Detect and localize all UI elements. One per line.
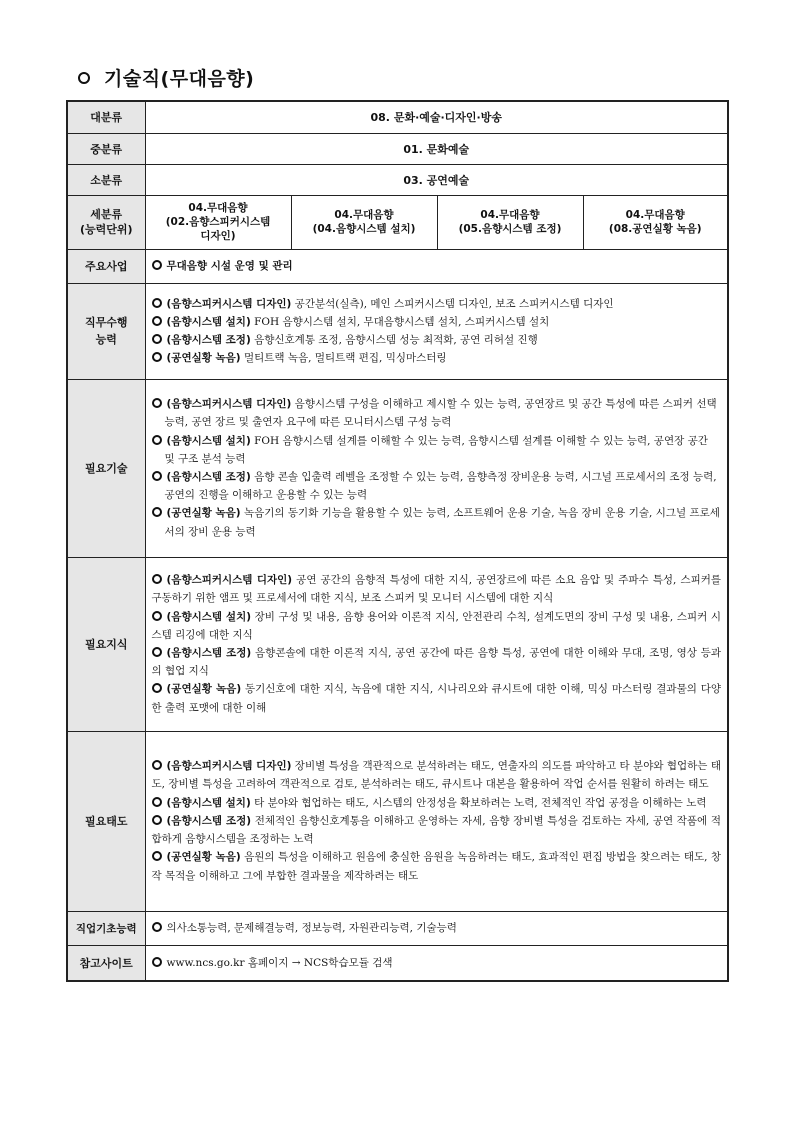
- circle-bullet-icon: [152, 471, 162, 481]
- label-major: 대분류: [67, 101, 145, 133]
- list-item: (음향시스템 설치) FOH 음향시스템 설치, 무대음향시스템 설치, 스피커시스템 설치: [152, 313, 722, 331]
- list-item: (음향시스템 조정) 음향신호계통 조정, 음향시스템 성능 최적화, 공연 리허설 진행: [152, 331, 722, 349]
- circle-bullet-icon: [152, 260, 162, 270]
- label-attitude: 필요태도: [67, 731, 145, 911]
- circle-bullet-icon: [152, 647, 162, 657]
- page-title: [78, 64, 254, 91]
- circle-bullet-icon: [152, 334, 162, 344]
- list-item: (음향스피커시스템 디자인) 음향시스템 구성을 이해하고 제시할 수 있는 능력, 공연장르 및 공간 특성에 따른 스피커 선택 능력, 공연 장르 및 출연자 요구에 따른 모니터시스템 구성 능력: [152, 395, 722, 431]
- job-description-table: [66, 100, 729, 982]
- row-skills: [67, 379, 728, 557]
- list-item: (음향시스템 설치) 타 분야와 협업하는 태도, 시스템의 안정성을 확보하려는 노력, 전체적인 작업 공정을 이해하는 노력: [152, 794, 722, 812]
- detail-unit-4: 04.무대음향 (08.공연실황 녹음): [583, 195, 728, 249]
- list-item: (음향스피커시스템 디자인) 공연 공간의 음향적 특성에 대한 지식, 공연장르에 따른 소요 음압 및 주파수 특성, 스피커를 구동하기 위한 앰프 및 프로세서에 대한 지식, 보조 스피커 및 모니터 시스템에 대한 지식: [151, 574, 722, 605]
- row-minor: [67, 164, 728, 195]
- list-item: (공연실황 녹음) 동기신호에 대한 지식, 녹음에 대한 지식, 시나리오와 큐시트에 대한 이해, 믹싱 마스터링 결과물의 다양한 출력 포맷에 대한 이해: [151, 683, 721, 714]
- value-knowledge: [145, 557, 728, 731]
- circle-bullet-icon: [152, 922, 162, 932]
- row-knowledge: [67, 557, 728, 731]
- circle-bullet-icon: [152, 574, 162, 584]
- label-reference: 참고사이트: [67, 945, 145, 981]
- label-detail: 세분류 (능력단위): [67, 195, 145, 249]
- circle-bullet-icon: [152, 611, 162, 621]
- circle-bullet-icon: [152, 435, 162, 445]
- circle-bullet-icon: [152, 398, 162, 408]
- circle-bullet-icon: [152, 957, 162, 967]
- circle-bullet-icon: [152, 316, 162, 326]
- value-middle: 01. 문화예술: [145, 133, 728, 164]
- row-attitude: [67, 731, 728, 911]
- list-item: (음향시스템 설치) FOH 음향시스템 설계를 이해할 수 있는 능력, 음향시스템 설계를 이해할 수 있는 능력, 공연장 공간 및 구조 분석 능력: [152, 432, 722, 468]
- circle-bullet-icon: [152, 507, 162, 517]
- label-minor: 소분류: [67, 164, 145, 195]
- list-item: (공연실황 녹음) 멀티트랙 녹음, 멀티트랙 편집, 믹싱마스터링: [152, 349, 722, 367]
- detail-unit-2: 04.무대음향 (04.음향시스템 설치): [291, 195, 437, 249]
- value-minor: 03. 공연예술: [145, 164, 728, 195]
- detail-unit-1: 04.무대음향 (02.음향스피커시스템 디자인): [145, 195, 291, 249]
- list-item: (음향시스템 조정) 음향콘솔에 대한 이론적 지식, 공연 공간에 따른 음향 특성, 공연에 대한 이해와 무대, 조명, 영상 등과의 협업 지식: [151, 647, 721, 678]
- circle-bullet-icon: [152, 352, 162, 362]
- page-title-text: 기술직(무대음향): [104, 68, 255, 90]
- label-middle: 중분류: [67, 133, 145, 164]
- label-basic-ability: 직업기초능력: [67, 911, 145, 945]
- value-main-business: [145, 249, 728, 283]
- value-basic-ability: 의사소통능력, 문제해결능력, 정보능력, 자원관리능력, 기술능력: [145, 911, 728, 945]
- value-reference: [145, 945, 728, 981]
- list-item: (공연실황 녹음) 녹음기의 동기화 기능을 활용할 수 있는 능력, 소프트웨어 운용 기술, 녹음 장비 운용 기술, 시그널 프로세서의 장비 운용 능력: [152, 504, 722, 540]
- list-item: (음향시스템 조정) 전체적인 음향신호계통을 이해하고 운영하는 자세, 음향 장비별 특성을 검토하는 자세, 공연 작품에 적합하게 음향시스템을 조정하는 노력: [151, 814, 721, 846]
- circle-bullet-icon: [78, 72, 90, 84]
- value-attitude: [145, 731, 728, 911]
- value-major: 08. 문화·예술·디자인·방송: [145, 101, 728, 133]
- row-major: [67, 101, 728, 133]
- main-business-text: 무대음향 시설 운영 및 관리: [166, 259, 293, 272]
- circle-bullet-icon: [152, 851, 162, 861]
- circle-bullet-icon: [152, 815, 162, 825]
- reference-link[interactable]: www.ncs.go.kr 홈페이지 → NCS학습모듈 검색: [166, 956, 393, 969]
- label-main-business: 주요사업: [67, 249, 145, 283]
- row-job-ability: [67, 283, 728, 379]
- circle-bullet-icon: [152, 298, 162, 308]
- list-item: (음향시스템 조정) 음향 콘솔 입출력 레벨을 조정할 수 있는 능력, 음향측정 장비운용 능력, 시그널 프로세서의 조정 능력, 공연의 진행을 이해하고 운용할 수 있는 능력: [152, 468, 722, 504]
- row-basic-ability: [67, 911, 728, 945]
- value-skills: [145, 379, 728, 557]
- circle-bullet-icon: [152, 683, 162, 693]
- row-main-business: [67, 249, 728, 283]
- list-item: (음향스피커시스템 디자인) 공간분석(실측), 메인 스피커시스템 디자인, 보조 스피커시스템 디자인: [152, 295, 722, 313]
- row-middle: [67, 133, 728, 164]
- label-skills: 필요기술: [67, 379, 145, 557]
- label-job-ability: 직무수행 능력: [67, 283, 145, 379]
- row-detail: [67, 195, 728, 249]
- circle-bullet-icon: [152, 760, 162, 770]
- value-job-ability: [145, 283, 728, 379]
- list-item: (음향스피커시스템 디자인) 장비별 특성을 객관적으로 분석하려는 태도, 연출자의 의도를 파악하고 타 분야와 협업하는 태도, 장비별 특성을 고려하여 객관적으로 검토, 분석하려는 태도, 큐시트나 대본을 활용하여 작업 순서를 원활히 하려는 태도: [151, 760, 721, 791]
- circle-bullet-icon: [152, 797, 162, 807]
- list-item: (음향시스템 설치) 장비 구성 및 내용, 음향 용어와 이론적 지식, 안전관리 수칙, 설계도면의 장비 구성 및 내용, 스피커 시스템 리깅에 대한 지식: [151, 610, 721, 641]
- row-reference: [67, 945, 728, 981]
- detail-unit-3: 04.무대음향 (05.음향시스템 조정): [437, 195, 583, 249]
- label-knowledge: 필요지식: [67, 557, 145, 731]
- list-item: (공연실황 녹음) 음원의 특성을 이해하고 원음에 충실한 음원을 녹음하려는 태도, 효과적인 편집 방법을 찾으려는 태도, 창작 목적을 이해하고 그에 부합한 결과물을 제작하려는 태도: [151, 851, 721, 882]
